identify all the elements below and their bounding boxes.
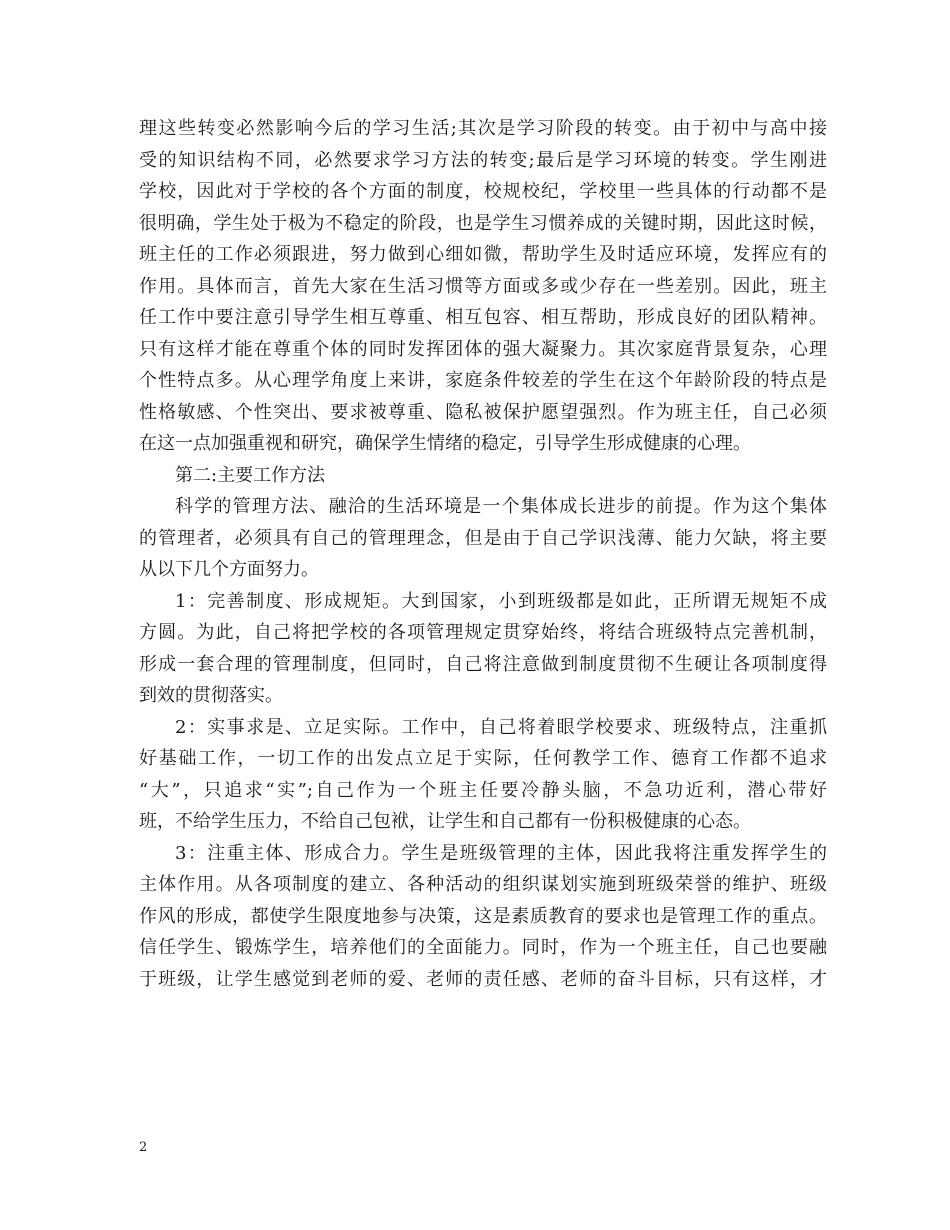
section-heading: 第二:主要工作方法 [175,464,326,486]
text-line: 班，不给学生压力，不给自己包袱，让学生和自己都有一份积极健康的心态。 [139,811,751,832]
text-line: 科学的管理方法、融洽的生活环境是一个集体成长进步的前提。作为这个集体 [175,496,827,517]
text-line: “大”，只追求“实”;自己作为一个班主任要冷静头脑，不急功近利，潜心带好 [139,779,827,801]
text-line: 任工作中要注意引导学生相互尊重、相互包容、相互帮助，形成良好的团队精神。 [139,307,827,328]
page-number: 2 [139,1140,148,1155]
text-line: 3：注重主体、形成合力。学生是班级管理的主体，因此我将注重发挥学生的 [175,842,827,864]
text-line: 作用。具体而言，首先大家在生活习惯等方面或多或少存在一些差别。因此，班主 [139,275,827,297]
text-line: 在这一点加强重视和研究，确保学生情绪的稳定，引导学生形成健康的心理。 [139,433,751,454]
text-line: 于班级，让学生感觉到老师的爱、老师的责任感、老师的奋斗目标，只有这样，才 [139,968,827,990]
text-line: 2：实事求是、立足实际。工作中，自己将着眼学校要求、班级特点，注重抓 [175,716,827,738]
body-text [139,113,827,995]
text-line: 班主任的工作必须跟进，努力做到心细如微，帮助学生及时适应环境，发挥应有的 [139,244,827,265]
text-line: 性格敏感、个性突出、要求被尊重、隐私被保护愿望强烈。作为班主任，自己必须 [139,401,827,423]
text-line: 主体作用。从各项制度的建立、各种活动的组织谋划实施到班级荣誉的维护、班级 [139,874,827,895]
text-line: 的管理者，必须具有自己的管理理念，但是由于自己学识浅薄、能力欠缺，将主要 [139,527,827,549]
text-line: 信任学生、锻炼学生，培养他们的全面能力。同时，作为一个班主任，自己也要融 [139,937,827,958]
text-line: 从以下几个方面努力。 [139,559,319,580]
text-line: 个性特点多。从心理学角度上来讲，家庭条件较差的学生在这个年龄阶段的特点是 [139,370,827,391]
text-line: 形成一套合理的管理制度，但同时，自己将注意做到制度贯彻不生硬让各项制度得 [139,653,827,675]
text-line: 学校，因此对于学校的各个方面的制度，校规校纪，学校里一些具体的行动都不是 [139,181,827,202]
text-line: 只有这样才能在尊重个体的同时发挥团体的强大凝聚力。其次家庭背景复杂，心理 [139,338,827,360]
text-line: 受的知识结构不同，必然要求学习方法的转变;最后是学习环境的转变。学生刚进 [139,149,827,171]
text-line: 很明确，学生处于极为不稳定的阶段，也是学生习惯养成的关键时期，因此这时候， [139,212,827,234]
text-line: 方圆。为此，自己将把学校的各项管理规定贯穿始终，将结合班级特点完善机制， [139,622,827,643]
text-line: 到效的贯彻落实。 [139,685,283,706]
text-line: 理这些转变必然影响今后的学习生活;其次是学习阶段的转变。由于初中与高中接 [139,118,827,139]
text-line: 好基础工作，一切工作的出发点立足于实际，任何教学工作、德育工作都不追求 [139,748,827,769]
text-line: 作风的形成，都使学生限度地参与决策，这是素质教育的要求也是管理工作的重点。 [139,905,827,927]
text-line: 1：完善制度、形成规矩。大到国家，小到班级都是如此，正所谓无规矩不成 [175,590,827,612]
